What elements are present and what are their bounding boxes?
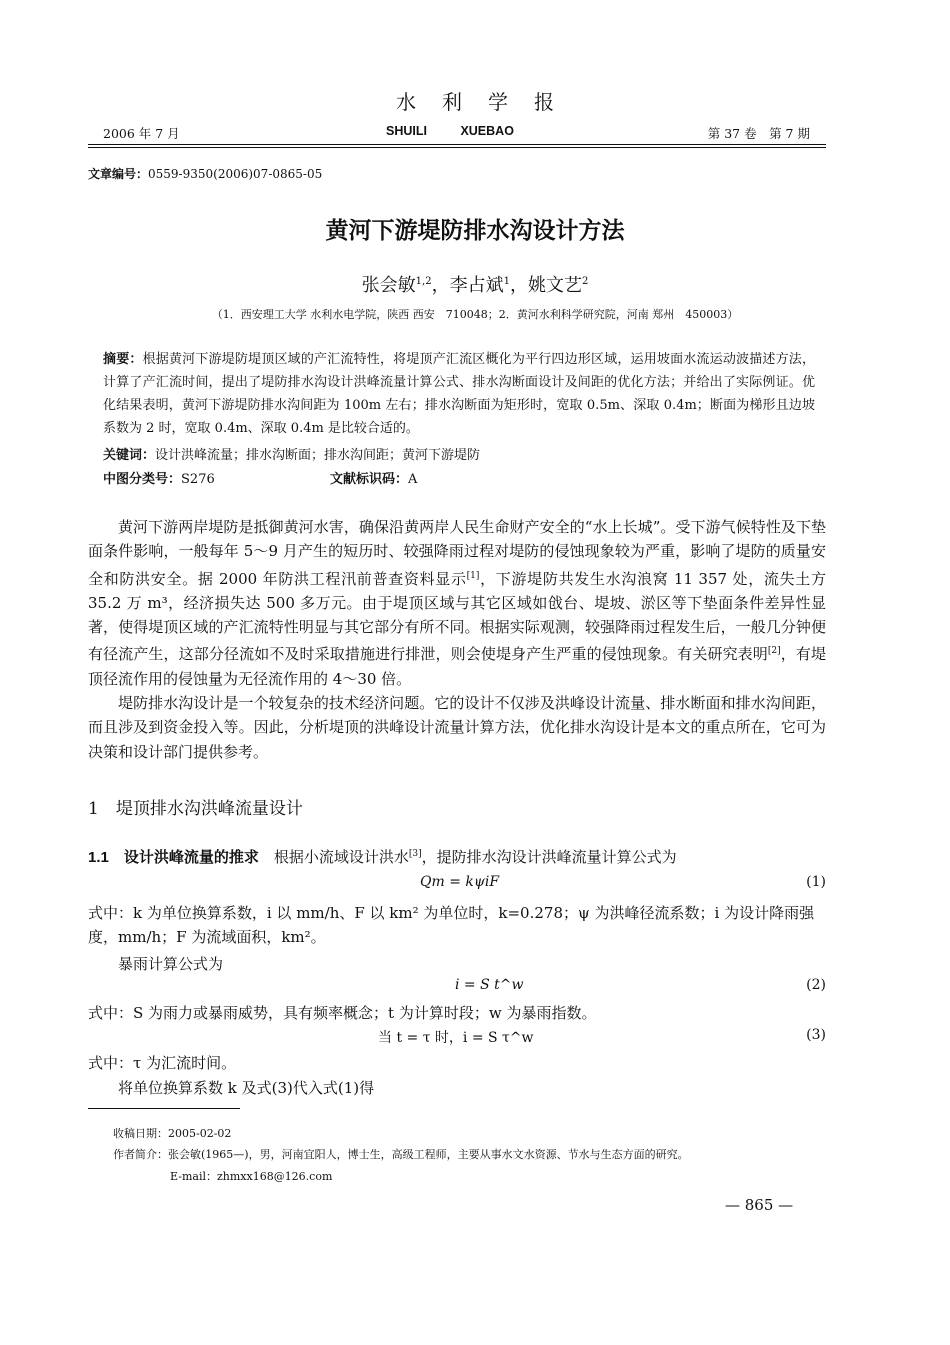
subsection-title: 设计洪峰流量的推求: [123, 849, 259, 866]
article-number: [88, 165, 322, 182]
abstract: [103, 347, 815, 440]
keywords-text: 设计洪峰流量；排水沟断面；排水沟间距；黄河下游堤防: [155, 448, 481, 463]
subsection-number: 1.1: [88, 849, 109, 866]
header-rule: [88, 144, 826, 145]
author-separator: ，: [509, 275, 528, 296]
intro-body: [88, 515, 826, 764]
header-rule-double: [88, 147, 826, 148]
doc-code-value: A: [408, 472, 418, 487]
doc-code-label: 文献标识码：: [330, 471, 409, 486]
equation-2: i = S t^w: [455, 977, 524, 993]
intro-paragraph-2: 堤防排水沟设计是一个较复杂的技术经济问题。它的设计不仅涉及洪峰设计流量、排水断面和排水沟间距，而且涉及到资金投入等。因此，分析堤顶的洪峰设计流量计算方法，优化排水沟设计是本文的重点所在，它可为决策和设计部门提供参考。: [88, 694, 826, 761]
subsection-1-1: [88, 846, 677, 867]
paper-title: 黄河下游堤防排水沟设计方法: [325, 217, 625, 243]
author-name: 姚文艺: [527, 275, 582, 296]
clc-number: [103, 468, 215, 487]
page-number: — 865 —: [725, 1196, 794, 1214]
author-affil-mark: 1,2: [415, 276, 432, 287]
eq2-description: 式中：S 为雨力或暴雨威势，具有频率概念；t 为计算时段；w 为暴雨指数。: [88, 1004, 597, 1022]
footnote-received-date: 收稿日期：2005-02-02: [113, 1127, 232, 1140]
eq1-description-line1: 式中：k 为单位换算系数，i 以 mm/h、F 以 km² 为单位时，k=0.278；ψ 为洪峰径流系数；i 为设计降雨强: [88, 904, 815, 922]
author-separator: ，: [431, 275, 450, 296]
intro-p1-b: ，下游堤防共发生水沟浪窝 11 357 处，流失土方 35.2 万 m³，经济损失达 500 多万元。由于堤顶区域与其它区域如戗台、堤坡、淤区等下垫面条件差异性显著，使得堤顶区域的产汇流特性明显与其它部分有所不同。根据实际观测，较强降雨过程发生后，一般几分钟便有径流产生，这部分径流如不及时采取措施进行排泄，则会使堤身产生严重的侵蚀现象。有关研究表明: [88, 569, 826, 664]
author-affil-mark: 2: [581, 276, 589, 287]
keywords-label: 关键词：: [103, 447, 156, 462]
clc-value: S276: [181, 472, 215, 487]
author-name: 李占斌: [449, 275, 504, 296]
keywords: [103, 444, 480, 463]
subsection-text-b: ，提防排水沟设计洪峰流量计算公式为: [421, 848, 677, 866]
equation-1: Qm = kψiF: [420, 874, 500, 890]
citation-ref: [3]: [408, 849, 422, 859]
substitution-text: 将单位换算系数 k 及式(3)代入式(1)得: [118, 1079, 375, 1097]
author-list: [0, 271, 950, 297]
footnote-email: E-mail：zhmxx168@126.com: [170, 1170, 333, 1183]
intro-paragraph-1: [88, 515, 826, 691]
section-heading-1: 1 堤顶排水沟洪峰流量设计: [88, 799, 303, 819]
equation-2-number: (2): [806, 977, 826, 993]
clc-label: 中图分类号：: [103, 471, 182, 486]
author-affil-mark: 1: [503, 276, 510, 287]
document-code: [330, 468, 417, 487]
eq1-description-line2: 度，mm/h；F 为流域面积，km²。: [88, 928, 326, 946]
article-number-label: 文章编号：: [88, 167, 149, 181]
affiliations: （1．西安理工大学 水利水电学院，陕西 西安 710048；2．黄河水利科学研究院，河南 郑州 450003）: [211, 308, 739, 321]
journal-name-cn: 水利学报: [396, 90, 580, 114]
article-number-value: 0559-9350(2006)07-0865-05: [148, 167, 323, 181]
intro-p1-a: 黄河下游两岸堤防是抵御黄河水害，确保沿黄两岸人民生命财产安全的“水上长城”。受下游气候特性及下垫面条件影响，一般每年 5～9 月产生的短历时、较强降雨过程对堤防的侵蚀现象较为严重，影响了堤防的质量安全和防洪安全。据 2000 年防洪工程汛前普查资料显示: [88, 518, 826, 588]
equation-3: 当 t = τ 时，i = S τ^w: [378, 1030, 534, 1046]
citation-ref: [1]: [466, 570, 480, 581]
author-name: 张会敏: [361, 275, 416, 296]
subsection-text-a: 根据小流域设计洪水: [273, 848, 409, 866]
abstract-text: 根据黄河下游堤防堤顶区域的产汇流特性，将堤顶产汇流区概化为平行四边形区域，运用坡面水流运动波描述方法，计算了产汇流时间，提出了堤防排水沟设计洪峰流量计算公式、排水沟断面设计及间距的优化方法；并给出了实际例证。优化结果表明，黄河下游堤防排水沟间距为 100m 左右；排水沟断面为矩形时，宽取 0.5m、深取 0.4m；断面为梯形且边坡系数为 2 时，宽取 0.4m、深取 0.4m 是比较合适的。: [103, 352, 815, 436]
footnote-rule: [88, 1108, 240, 1109]
citation-ref: [2]: [767, 646, 781, 657]
eq3-description: 式中：τ 为汇流时间。: [88, 1054, 237, 1072]
journal-name-en: SHUILI XUEBAO: [386, 124, 514, 138]
intro-p1-c: ，有堤顶径流作用的侵蚀量为无径流作用的 4～30 倍。: [88, 645, 826, 688]
issue-date: 2006 年 7 月: [103, 126, 180, 141]
equation-1-number: (1): [806, 874, 826, 890]
footnote-author-bio: 作者简介：张会敏(1965—)，男，河南宜阳人，博士生，高级工程师，主要从事水文水资源、节水与生态方面的研究。: [113, 1148, 689, 1161]
rain-formula-intro: 暴雨计算公式为: [118, 955, 224, 973]
abstract-label: 摘要：: [103, 351, 143, 366]
equation-3-number: (3): [806, 1027, 826, 1043]
volume-issue: 第 37 卷 第 7 期: [707, 126, 810, 141]
